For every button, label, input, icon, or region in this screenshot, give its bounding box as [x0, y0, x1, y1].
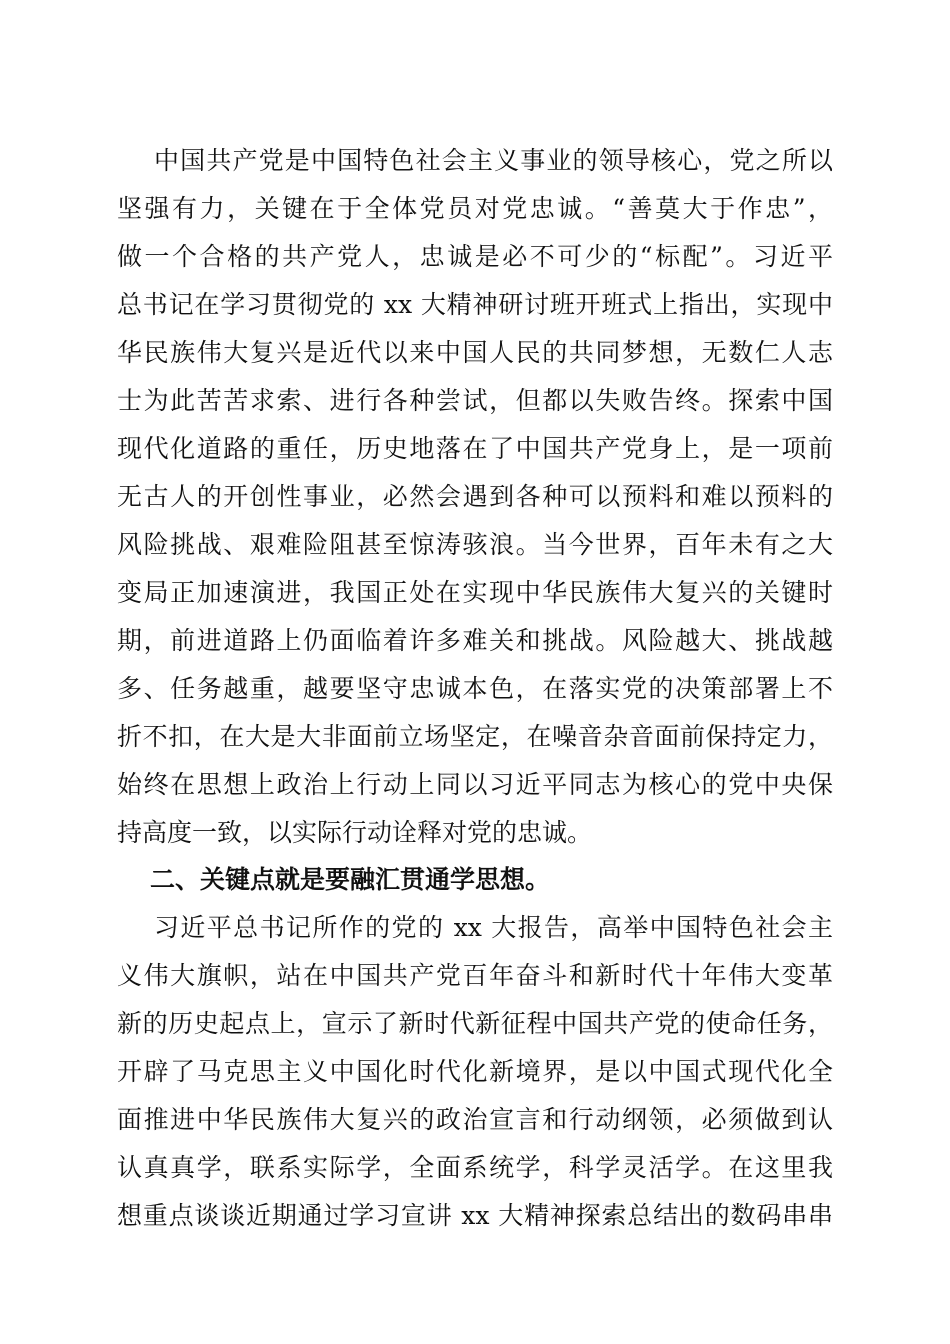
paragraph-2-line-7: 想重点谈谈近期通过学习宣讲 xx 大精神探索总结出的数码串串 [117, 1201, 833, 1230]
paragraph-1-line-14: 始终在思想上政治上行动上同以习近平同志为核心的党中央保 [117, 770, 833, 799]
paragraph-1-line-7: 现代化道路的重任，历史地落在了中国共产党身上，是一项前 [117, 434, 833, 463]
paragraph-1-line-1: 中国共产党是中国特色社会主义事业的领导核心，党之所以 [154, 146, 833, 175]
paragraph-1-line-9: 风险挑战、艰难险阻甚至惊涛骇浪。当今世界，百年未有之大 [117, 530, 833, 559]
paragraph-2-line-6: 认真真学，联系实际学，全面系统学，科学灵活学。在这里我 [117, 1153, 833, 1182]
paragraph-2-line-2: 义伟大旗帜，站在中国共产党百年奋斗和新时代十年伟大变革 [117, 961, 833, 990]
paragraph-1-line-11: 期，前进道路上仍面临着许多难关和挑战。风险越大、挑战越 [117, 626, 833, 655]
paragraph-1-line-2: 坚强有力，关键在于全体党员对党忠诚。“善莫大于作忠”， [117, 194, 833, 223]
paragraph-1-line-5: 华民族伟大复兴是近代以来中国人民的共同梦想，无数仁人志 [117, 338, 833, 367]
paragraph-1-line-12: 多、任务越重，越要坚守忠诚本色，在落实党的决策部署上不 [117, 674, 833, 703]
paragraph-2-line-5: 面推进中华民族伟大复兴的政治宣言和行动纲领，必须做到认 [117, 1105, 833, 1134]
section-heading: 二、关键点就是要融汇贯通学思想。 [150, 865, 551, 894]
paragraph-1-line-3: 做一个合格的共产党人，忠诚是必不可少的“标配”。习近平 [117, 242, 833, 271]
paragraph-2-line-1: 习近平总书记所作的党的 xx 大报告，高举中国特色社会主 [154, 913, 833, 942]
paragraph-1-line-13: 折不扣，在大是大非面前立场坚定，在噪音杂音面前保持定力， [117, 722, 833, 751]
paragraph-1-line-4: 总书记在学习贯彻党的 xx 大精神研讨班开班式上指出，实现中 [117, 290, 833, 319]
paragraph-2-line-3: 新的历史起点上，宣示了新时代新征程中国共产党的使命任务， [117, 1009, 833, 1038]
paragraph-1-line-6: 士为此苦苦求索、进行各种尝试，但都以失败告终。探索中国 [117, 386, 833, 415]
paragraph-1-line-8: 无古人的开创性事业，必然会遇到各种可以预料和难以预料的 [117, 482, 833, 511]
paragraph-1-line-15: 持高度一致，以实际行动诠释对党的忠诚。 [117, 818, 593, 847]
paragraph-2-line-4: 开辟了马克思主义中国化时代化新境界，是以中国式现代化全 [117, 1057, 833, 1086]
paragraph-1-line-10: 变局正加速演进，我国正处在实现中华民族伟大复兴的关键时 [117, 578, 833, 607]
